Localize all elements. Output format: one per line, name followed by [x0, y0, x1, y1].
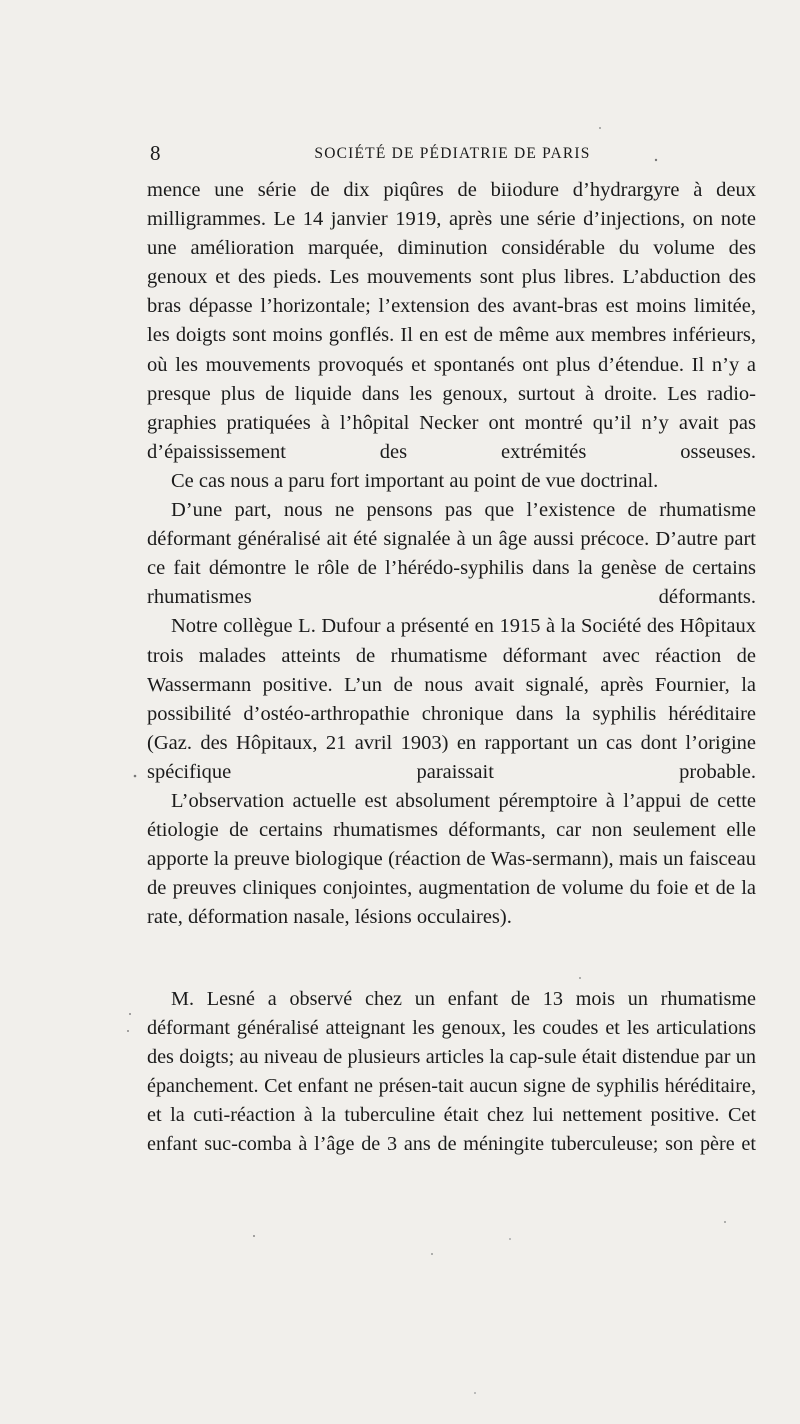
running-title: SOCIÉTÉ DE PÉDIATRIE DE PARIS — [314, 145, 591, 162]
paragraph: L’observation actuelle est absolument péremptoire à l’appui de cette étiologie de certains rhumatismes déformants, car non seulement elle apporte la preuve biologique (réaction de Was-sermann), mais un faisceau de preuves cliniques conjointes, augmentation de volume du foie et de la rate, déformation nasale, lésions occulaires). — [147, 789, 756, 929]
paragraph: Notre collègue L. Dufour a présenté en 1915 à la Société des Hôpitaux trois malades atteints de rhumatisme déformant avec réaction de Wassermann positive. L’un de nous avait signalé, après Fournier, la possibilité d’ostéo-arthropathie chronique dans la syphilis héréditaire (Gaz. des Hôpitaux, 21 avril 1903) en rapportant un cas dont l’origine spécifique paraissait probable. — [147, 615, 756, 783]
second-text-block — [147, 985, 756, 1160]
page-header — [150, 141, 755, 167]
paragraph: D’une part, nous ne pensons pas que l’existence de rhumatisme déformant généralisé ait été signalée à un âge aussi précoce. D’autre part ce fait démontre le rôle de l’hérédo-syphilis dans la genèse de certains rhumatismes déformants. — [147, 499, 756, 609]
paragraph: Ce cas nous a paru fort important au point de vue doctrinal. — [171, 469, 659, 492]
paragraph: mence une série de dix piqûres de biiodure d’hydrargyre à deux milligrammes. Le 14 janvier 1919, après une série d’injections, on note une amélioration marquée, diminution considérable du volume des genoux et des pieds. Les mouvements sont plus libres. L’abduction des bras dépasse l’horizontale; l’extension des avant-bras est moins limitée, les doigts sont moins gonflés. Il en est de même aux membres inférieurs, où les mouvements provoqués et spontanés ont plus d’étendue. Il n’y a presque plus de liquide dans les genoux, surtout à droite. Les radio-graphies pratiquées à l’hôpital Necker ont montré qu’il n’y avait pas d’épaississement des extrémités osseuses. — [147, 179, 756, 463]
main-text-block — [147, 176, 756, 932]
page-number: 8 — [150, 141, 161, 165]
paragraph: M. Lesné a observé chez un enfant de 13 mois un rhumatisme déformant généralisé atteignant les genoux, les coudes et les articulations des doigts; au niveau de plusieurs articles la cap-sule était distendue par un épanchement. Cet enfant ne présen-tait aucun signe de syphilis héréditaire, et la cuti-réaction à la tuberculine était chez lui nettement positive. Cet enfant suc-comba à l’âge de 3 ans de méningite tuberculeuse; son père et — [147, 988, 756, 1156]
